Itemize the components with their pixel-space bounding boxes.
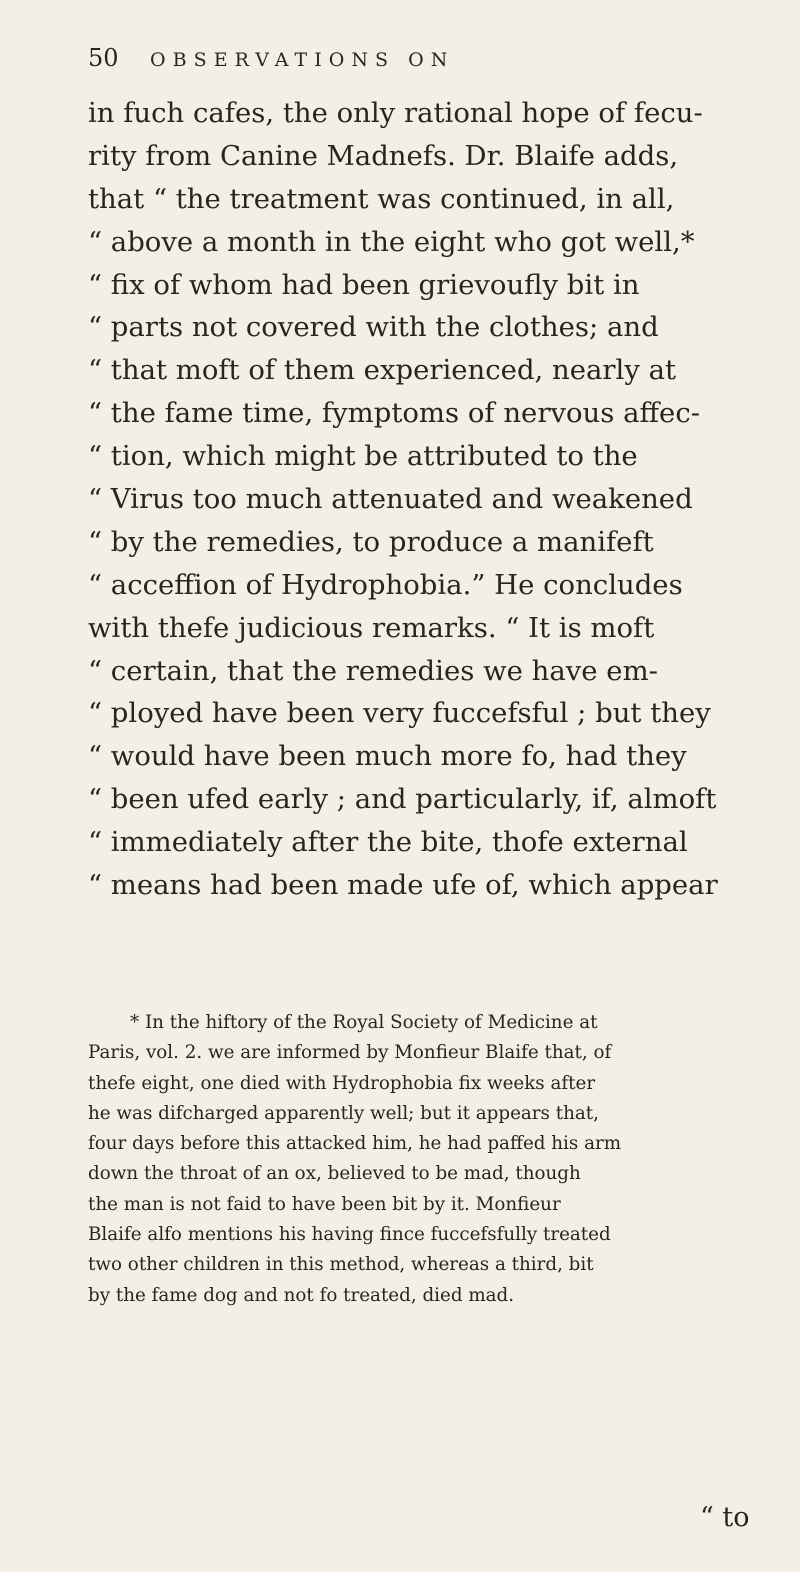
main-text: [88, 92, 778, 907]
text-line: “ the fame time, fymptoms of nervous affec-: [88, 397, 701, 430]
text-line: “ would have been much more fo, had they: [88, 740, 687, 773]
footnote-line: * In the hiftory of the Royal Society of Medicine at: [130, 1012, 598, 1033]
text-line: “ that moft of them experienced, nearly at: [88, 354, 677, 387]
text-line: “ Virus too much attenuated and weakened: [88, 483, 693, 516]
text-line: “ parts not covered with the clothes; and: [88, 311, 659, 344]
footnote: [88, 1008, 778, 1311]
footnote-line: by the fame dog and not fo treated, died mad.: [88, 1284, 515, 1306]
text-line: “ acceffion of Hydrophobia.” He concludes: [88, 568, 683, 601]
text-line: rity from Canine Madnefs. Dr. Blaife adds,: [88, 139, 679, 172]
text-line: “ tion, which might be attributed to the: [88, 440, 638, 473]
footnote-line: the man is not faid to have been bit by it. Monfieur: [88, 1193, 561, 1215]
catchword: “ to: [700, 1502, 750, 1533]
footnote-line: two other children in this method, whereas a third, bit: [88, 1254, 594, 1276]
text-line: “ certain, that the remedies we have em-: [88, 654, 658, 687]
text-line: with thefe judicious remarks. “ It is moft: [88, 611, 655, 644]
page-header: [88, 44, 768, 74]
text-line: “ been ufed early ; and particularly, if, almoft: [88, 783, 717, 816]
footnote-line: Blaife alfo mentions his having fince fuccefsfully treated: [88, 1224, 611, 1246]
running-title: OBSERVATIONS ON: [150, 49, 455, 71]
footnote-line: thefe eight, one died with Hydrophobia fix weeks after: [88, 1072, 596, 1094]
text-line: that “ the treatment was continued, in all,: [88, 182, 675, 215]
footnote-line: four days before this attacked him, he had paffed his arm: [88, 1133, 622, 1155]
footnote-line: Paris, vol. 2. we are informed by Monfieur Blaife that, of: [88, 1042, 612, 1064]
text-line: “ above a month in the eight who got well,*: [88, 225, 695, 258]
text-line: “ means had been made ufe of, which appear: [88, 869, 718, 902]
footnote-line: he was difcharged apparently well; but it appears that,: [88, 1102, 599, 1124]
page-number: 50: [88, 44, 119, 72]
text-line: “ ployed have been very fuccefsful ; but they: [88, 697, 711, 730]
text-line: “ immediately after the bite, thofe external: [88, 826, 688, 859]
text-line: “ fix of whom had been grievoufly bit in: [88, 268, 640, 301]
text-line: in fuch cafes, the only rational hope of fecu-: [88, 97, 703, 129]
footnote-line: down the throat of an ox, believed to be mad, though: [88, 1163, 581, 1185]
text-line: “ by the remedies, to produce a manifeft: [88, 525, 654, 558]
